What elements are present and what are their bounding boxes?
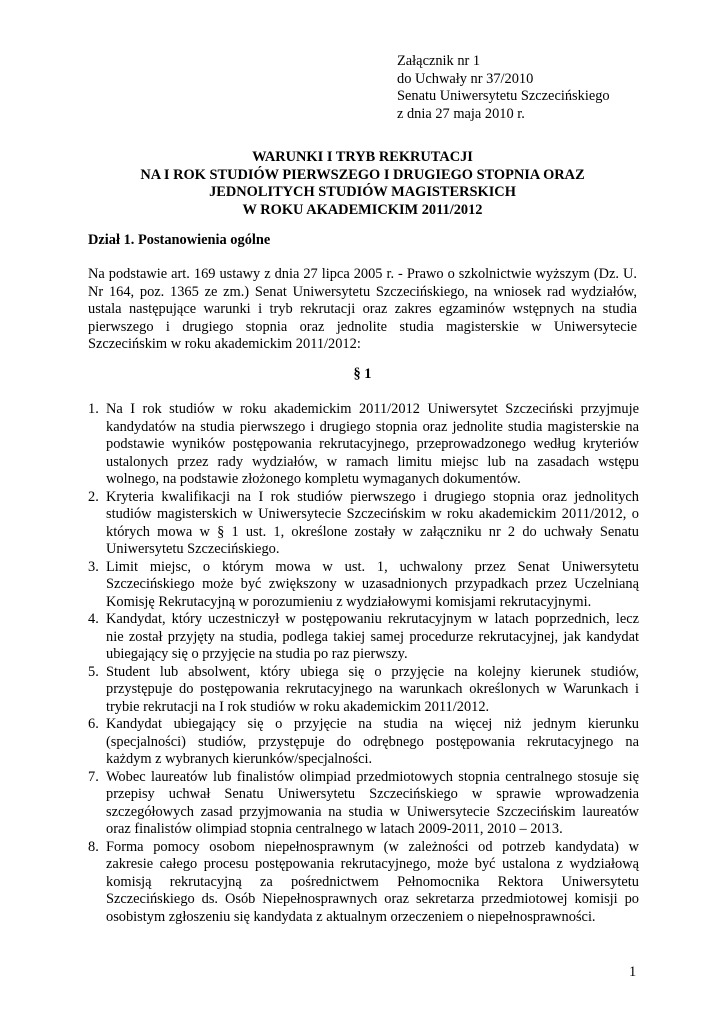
item-line: osobistym zgłoszeniu się kandydata z aktualnym orzeczeniem o niepełnosprawności.: [106, 908, 596, 925]
item-line: wolnego, na podstawie złożonego kompletu wymaganych dokumentów.: [106, 471, 521, 487]
item-line: ustalonych przez rady wydziałów, w ramach limitu miejsc lub na zasadach wstępu: [106, 453, 639, 470]
item-line: Szczecińskiego ds. Osób Niepełnosprawnych oraz sekretarza przedmiotowej komisji po: [106, 891, 639, 907]
item-number: 5.: [88, 663, 99, 680]
item-number: 4.: [88, 611, 99, 627]
list-item: [88, 769, 639, 839]
intro-line: Nr 164, poz. 1365 ze zm.) Senat Uniwersytetu Szczecińskiego, na wniosek rad wydziałów,: [88, 283, 637, 300]
item-line: Forma pomocy osobom niepełnosprawnym (w zależności od potrzeb kandydata) w: [106, 838, 639, 855]
item-line: nie został przyjęty na studia, podlega takiej samej procedurze rekrutacyjnej, jak kandydat: [106, 628, 639, 645]
section-heading: Dział 1. Postanowienia ogólne: [88, 232, 271, 248]
intro-line: ustala następujące warunki i tryb rekrutacji oraz zakres egzaminów wstępnych na studia: [88, 301, 637, 317]
annex-line: do Uchwały nr 37/2010: [397, 70, 534, 87]
document-title: [88, 149, 637, 219]
item-line: Kandydat ubiegający się o przyjęcie na studia na więcej niż jednym kierunku: [106, 716, 639, 732]
annex-line: z dnia 27 maja 2010 r.: [397, 105, 525, 122]
item-number: 7.: [88, 768, 99, 785]
item-line: podstawie wyników postępowania rekrutacyjnego, przeprowadzonego według kryteriów: [106, 436, 639, 452]
item-line: szczegółowych zasad przyjmowania na studia w Uniwersytecie Szczecińskim laureatów: [106, 803, 639, 820]
item-line: Kryteria kwalifikacji na I rok studiów pierwszego i drugiego stopnia oraz jednolitych: [106, 488, 639, 505]
title-line: NA I ROK STUDIÓW PIERWSZEGO I DRUGIEGO STOPNIA ORAZ: [140, 166, 585, 183]
item-line: Student lub absolwent, który ubiega się o przyjęcie na kolejny kierunek studiów,: [106, 663, 639, 680]
annex-line: Załącznik nr 1: [397, 53, 481, 69]
item-line: przystępuje do postępowania rekrutacyjnego na warunkach określonych w Warunkach i: [106, 681, 639, 697]
item-line: Na I rok studiów w roku akademickim 2011/2012 Uniwersytet Szczeciński przyjmuje: [106, 401, 639, 417]
title-line: WARUNKI I TRYB REKRUTACJI: [252, 149, 473, 165]
title-line: JEDNOLITYCH STUDIÓW MAGISTERSKICH: [209, 184, 516, 200]
item-line: każdym z wybranych kierunków/specjalności.: [106, 751, 373, 767]
paragraph-symbol: § 1: [353, 366, 372, 382]
item-line: Szczecińskiego może być zwiększony w uzasadnionych przypadkach przez Uczelnianą: [106, 576, 639, 592]
item-line: Kandydat, który uczestniczył w postępowaniu rekrutacyjnym w latach poprzednich, lecz: [106, 611, 639, 627]
intro-line: Szczecińskim w roku akademickim 2011/2012:: [88, 336, 361, 352]
item-line: kandydatów na studia pierwszego i drugiego stopnia oraz jednolite studia magisterskie na: [106, 418, 639, 435]
item-line: komisją rekrutacyjną za pośrednictwem Pełnomocnika Rektora Uniwersytetu: [106, 873, 639, 890]
item-line: Wobec laureatów lub finalistów olimpiad przedmiotowych stopnia centralnego stosuje się: [106, 768, 639, 785]
item-number: 8.: [88, 838, 99, 855]
list-item: [88, 401, 639, 489]
item-line: oraz finalistów olimpiad stopnia centralnego w latach 2009-2011, 2010 – 2013.: [106, 821, 563, 837]
title-line: W ROKU AKADEMICKIM 2011/2012: [242, 201, 483, 218]
item-number: 3.: [88, 558, 99, 575]
item-line: których mowa w § 1 ust. 1, określone zostały w załączniku nr 2 do uchwały Senatu: [106, 523, 639, 540]
list-item: [88, 664, 639, 717]
list-item: [88, 716, 639, 769]
item-line: Komisję Rekrutacyjną w porozumieniu z wydziałowymi komisjami rekrutacyjnymi.: [106, 593, 592, 610]
item-line: Limit miejsc, o którym mowa w ust. 1, uchwalony przez Senat Uniwersytetu: [106, 558, 639, 575]
item-number: 1.: [88, 401, 99, 417]
intro-line: pierwszego i drugiego stopnia oraz jednolite studia magisterskie w Uniwersytecie: [88, 318, 637, 335]
item-line: zakresie całego procesu postępowania rekrutacyjnego, może być ustalona z wydziałową: [106, 856, 639, 872]
list-item: [88, 611, 639, 664]
intro-line: Na podstawie art. 169 ustawy z dnia 27 lipca 2005 r. - Prawo o szkolnictwie wyższym (Dz. U.: [88, 266, 637, 282]
annex-line: Senatu Uniwersytetu Szczecińskiego: [397, 88, 610, 104]
item-number: 6.: [88, 716, 99, 732]
annex-header: [397, 53, 657, 123]
item-line: Uniwersytetu Szczecińskiego.: [106, 541, 280, 557]
item-line: ubiegający się o przyjęcie na studia po raz pierwszy.: [106, 646, 408, 662]
item-line: trybie rekrutacji na I rok studiów w roku akademickim 2011/2012.: [106, 698, 490, 715]
list-item: [88, 839, 639, 927]
provisions-list: [88, 401, 639, 926]
list-item: [88, 559, 639, 612]
list-item: [88, 489, 639, 559]
page-number: 1: [629, 964, 637, 980]
item-number: 2.: [88, 488, 99, 505]
item-line: studiów magisterskich w Uniwersytecie Szczecińskim w roku akademickim 2011/2012, o: [106, 506, 639, 522]
item-line: (specjalności) studiów, przystępuje do odrębnego postępowania rekrutacyjnego na: [106, 733, 639, 750]
item-line: przepisy uchwał Senatu Uniwersytetu Szczecińskiego w sprawie wprowadzenia: [106, 786, 639, 802]
intro-paragraph: [88, 266, 637, 354]
